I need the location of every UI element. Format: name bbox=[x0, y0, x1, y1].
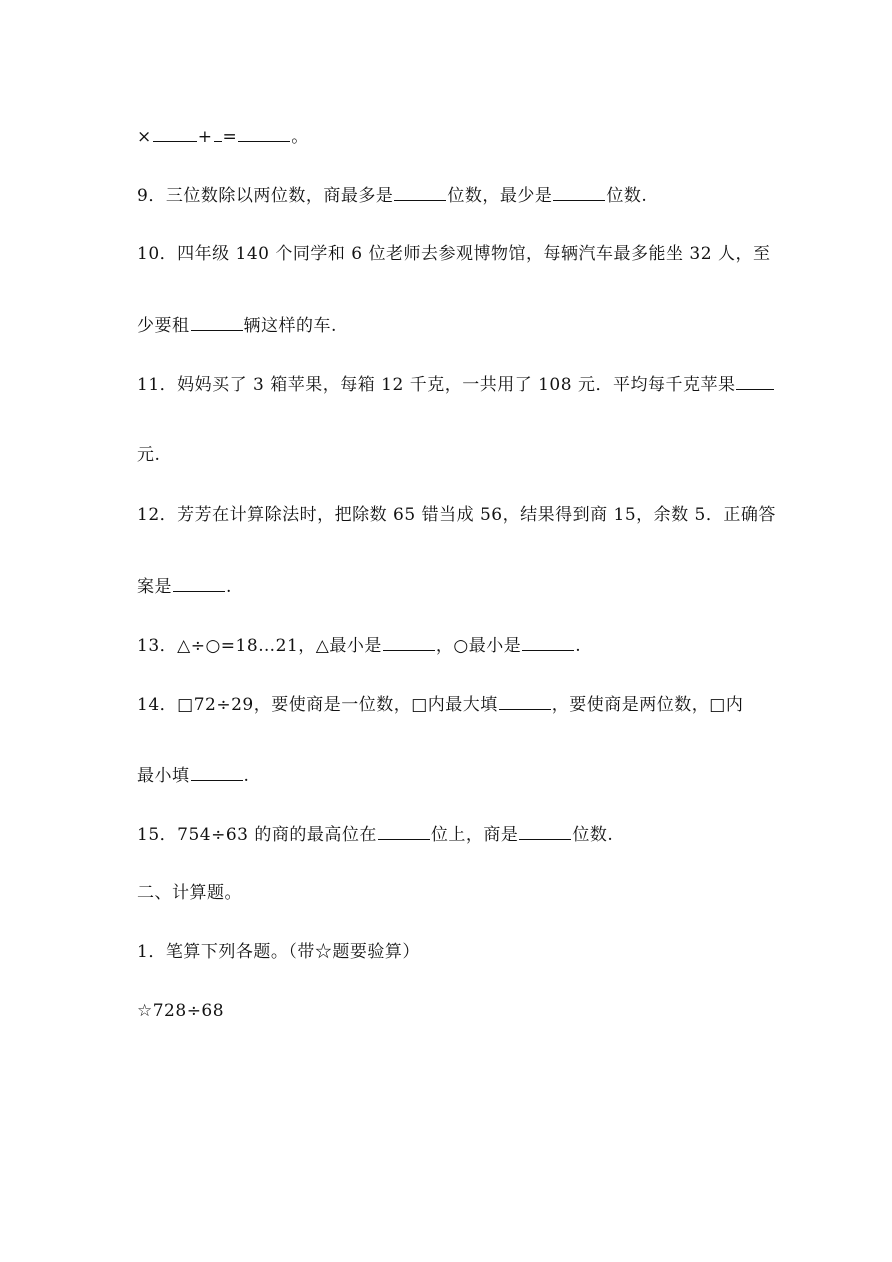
text-segment: = bbox=[222, 127, 238, 147]
text-segment: 15．754÷63 的商的最高位在 bbox=[137, 825, 377, 845]
text-segment: 14．□72÷29，要使商是一位数，□内最大填 bbox=[137, 695, 498, 715]
text-segment: 位数. bbox=[572, 825, 614, 845]
text-segment: 位数. bbox=[606, 186, 648, 206]
answer-blank[interactable] bbox=[238, 125, 290, 142]
question-11-line-1 bbox=[137, 373, 775, 396]
answer-blank[interactable] bbox=[522, 634, 574, 651]
text-segment: 二、计算题。 bbox=[137, 883, 242, 903]
question-14-line-1 bbox=[137, 693, 743, 716]
text-segment: 9．三位数除以两位数，商最多是 bbox=[137, 186, 394, 206]
line-continuation-8 bbox=[137, 125, 309, 148]
question-13 bbox=[137, 634, 581, 657]
text-segment: 案是 bbox=[137, 577, 172, 597]
text-segment: ，○最小是 bbox=[435, 636, 522, 656]
text-segment: 10．四年级 140 个同学和 6 位老师去参观博物馆，每辆汽车最多能坐 32 人，至 bbox=[137, 244, 771, 264]
question-10-line-1 bbox=[137, 243, 770, 265]
text-segment: 少要租 bbox=[137, 316, 190, 336]
question-15 bbox=[137, 823, 613, 846]
answer-blank[interactable] bbox=[383, 634, 435, 651]
calc-question-1 bbox=[137, 941, 420, 963]
answer-blank[interactable] bbox=[173, 575, 225, 592]
text-segment: . bbox=[226, 577, 232, 597]
answer-blank[interactable] bbox=[191, 764, 243, 781]
text-segment: 位上，商是 bbox=[430, 825, 519, 845]
text-segment: ☆728÷68 bbox=[137, 1001, 225, 1021]
answer-blank[interactable] bbox=[214, 125, 222, 142]
question-11-line-2 bbox=[137, 444, 160, 466]
question-10-line-2 bbox=[137, 314, 337, 337]
question-12-line-1 bbox=[137, 504, 776, 526]
text-segment: 11．妈妈买了 3 箱苹果，每箱 12 千克，一共用了 108 元．平均每千克苹果 bbox=[137, 375, 736, 395]
text-segment: 位数，最少是 bbox=[447, 186, 553, 206]
question-12-line-2 bbox=[137, 575, 232, 598]
answer-blank[interactable] bbox=[394, 184, 446, 201]
text-segment: 12．芳芳在计算除法时，把除数 65 错当成 56，结果得到商 15，余数 5．正确答 bbox=[137, 505, 776, 525]
text-segment: 辆这样的车. bbox=[243, 316, 337, 336]
text-segment: × bbox=[137, 127, 152, 147]
text-segment: 。 bbox=[291, 127, 309, 147]
text-segment: 1．笔算下列各题。（带☆题要验算） bbox=[137, 942, 420, 962]
question-14-line-2 bbox=[137, 764, 249, 787]
section-2-heading bbox=[137, 882, 242, 904]
question-9 bbox=[137, 184, 647, 207]
text-segment: . bbox=[243, 766, 250, 786]
text-segment: ，要使商是两位数，□内 bbox=[551, 695, 744, 715]
text-segment: + bbox=[197, 127, 213, 147]
text-segment: . bbox=[575, 636, 582, 656]
text-segment: 13．△÷○=18…21，△最小是 bbox=[137, 636, 382, 656]
answer-blank[interactable] bbox=[553, 184, 605, 201]
text-segment: 元. bbox=[137, 445, 161, 465]
answer-blank[interactable] bbox=[519, 823, 571, 840]
answer-blank[interactable] bbox=[378, 823, 430, 840]
answer-blank[interactable] bbox=[191, 314, 243, 331]
calc-item-1 bbox=[137, 1000, 224, 1022]
answer-blank[interactable] bbox=[153, 125, 197, 142]
text-segment: 最小填 bbox=[137, 766, 190, 786]
answer-blank[interactable] bbox=[736, 373, 774, 390]
answer-blank[interactable] bbox=[499, 693, 551, 710]
